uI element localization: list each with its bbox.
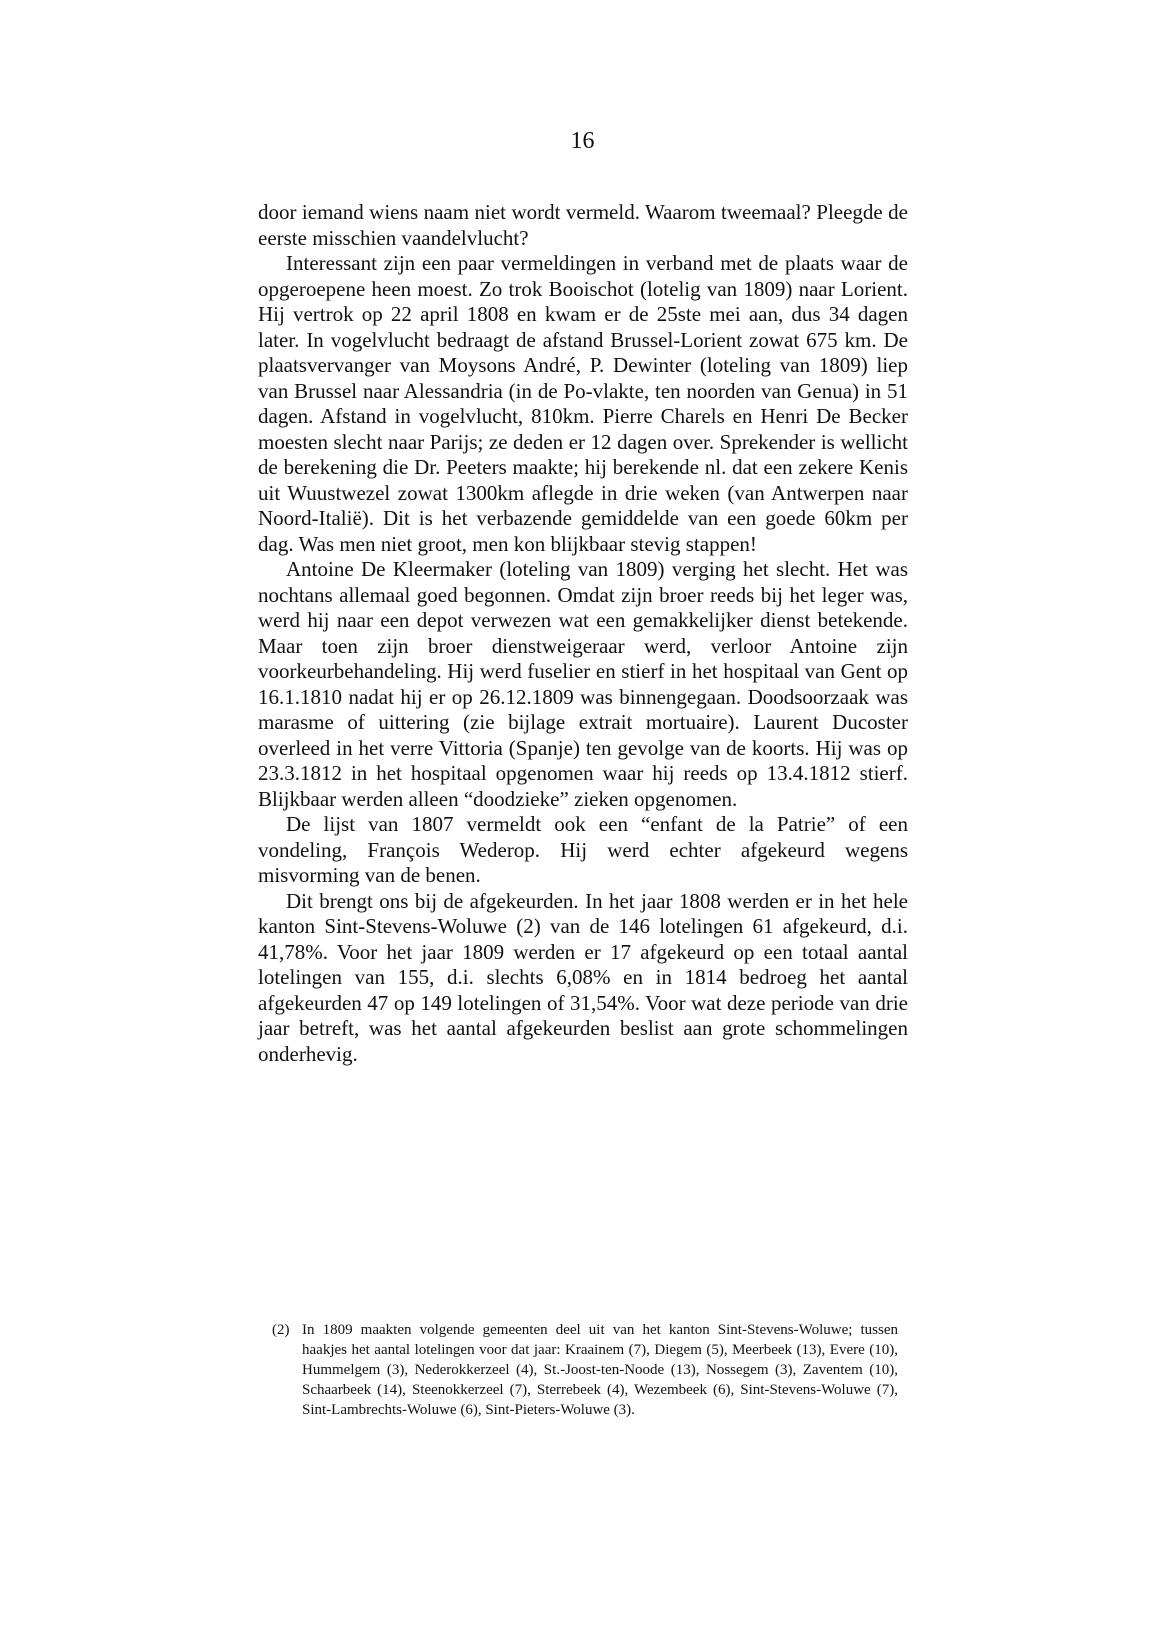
footnote-text: In 1809 maakten volgende gemeenten deel uit van het kanton Sint-Stevens-Woluwe; tussen haakjes het aantal lotelingen voor dat jaar: Kraainem (7), Diegem (5), Meerbeek (13), Evere (10), Hummelgem (3), Nederokkerzeel (4), St.-Joost-ten-Noode (13), Nossegem (3), Zaventem (10), Schaarbeek (14), Steenokkerzeel (7), Sterrebeek (4), Wezembeek (6), Sint-Stevens-Woluwe (7), Sint-Lambrechts-Woluwe (6), Sint-Pieters-Woluwe (3). — [302, 1322, 898, 1418]
paragraph-4: De lijst van 1807 vermeldt ook een “enfant de la Patrie” of een vondeling, François Wederop. Hij werd echter afgekeurd wegens misvorming van de benen. — [258, 812, 908, 887]
footnote — [272, 1320, 898, 1420]
paragraph-1: door iemand wiens naam niet wordt vermeld. Waarom tweemaal? Pleegde de eerste misschien vaandelvlucht? — [258, 200, 908, 250]
paragraph-2: Interessant zijn een paar vermeldingen in verband met de plaats waar de opgeroepene heen moest. Zo trok Booischot (lotelig van 1809) naar Lorient. Hij vertrok op 22 april 1808 en kwam er de 25ste mei aan, dus 34 dagen later. In vogelvlucht bedraagt de afstand Brussel-Lorient zowat 675 km. De plaatsvervanger van Moysons André, P. Dewinter (loteling van 1809) liep van Brussel naar Alessandria (in de Po-vlakte, ten noorden van Genua) in 51 dagen. Afstand in vogelvlucht, 810km. Pierre Charels en Henri De Becker moesten slecht naar Parijs; ze deden er 12 dagen over. Sprekender is wellicht de berekening die Dr. Peeters maakte; hij berekende nl. dat een zekere Kenis uit Wuustwezel zowat 1300km aflegde in drie weken (van Antwerpen naar Noord-Italië). Dit is het verbazende gemiddelde van een goede 60km per dag. Was men niet groot, men kon blijkbaar stevig stappen! — [258, 251, 908, 556]
body-text — [258, 200, 908, 1067]
page-number: 16 — [570, 128, 595, 154]
paragraph-5: Dit brengt ons bij de afgekeurden. In het jaar 1808 werden er in het hele kanton Sint-Stevens-Woluwe (2) van de 146 lotelingen 61 afgekeurd, d.i. 41,78%. Voor het jaar 1809 werden er 17 afgekeurd op een totaal aantal lotelingen van 155, d.i. slechts 6,08% en in 1814 bedroeg het aantal afgekeurden 47 op 149 lotelingen of 31,54%. Voor wat deze periode van drie jaar betreft, was het aantal afgekeurden beslist aan grote schommelingen onderhevig. — [258, 888, 908, 1066]
paragraph-3: Antoine De Kleermaker (loteling van 1809) verging het slecht. Het was nochtans allemaal goed begonnen. Omdat zijn broer reeds bij het leger was, werd hij naar een depot verwezen wat een gemakkelijker dienst betekende. Maar toen zijn broer dienstweigeraar werd, verloor Antoine zijn voorkeurbehandeling. Hij werd fuselier en stierf in het hospitaal van Gent op 16.1.1810 nadat hij er op 26.12.1809 was binnengegaan. Doodsoorzaak was marasme of uittering (zie bijlage extrait mortuaire). Laurent Ducoster overleed in het verre Vittoria (Spanje) ten gevolge van de koorts. Hij was op 23.3.1812 in het hospitaal opgenomen waar hij reeds op 13.4.1812 stierf. Blijkbaar werden alleen “doodzieke” zieken opgenomen. — [258, 557, 908, 811]
footnote-marker: (2) — [272, 1322, 290, 1338]
